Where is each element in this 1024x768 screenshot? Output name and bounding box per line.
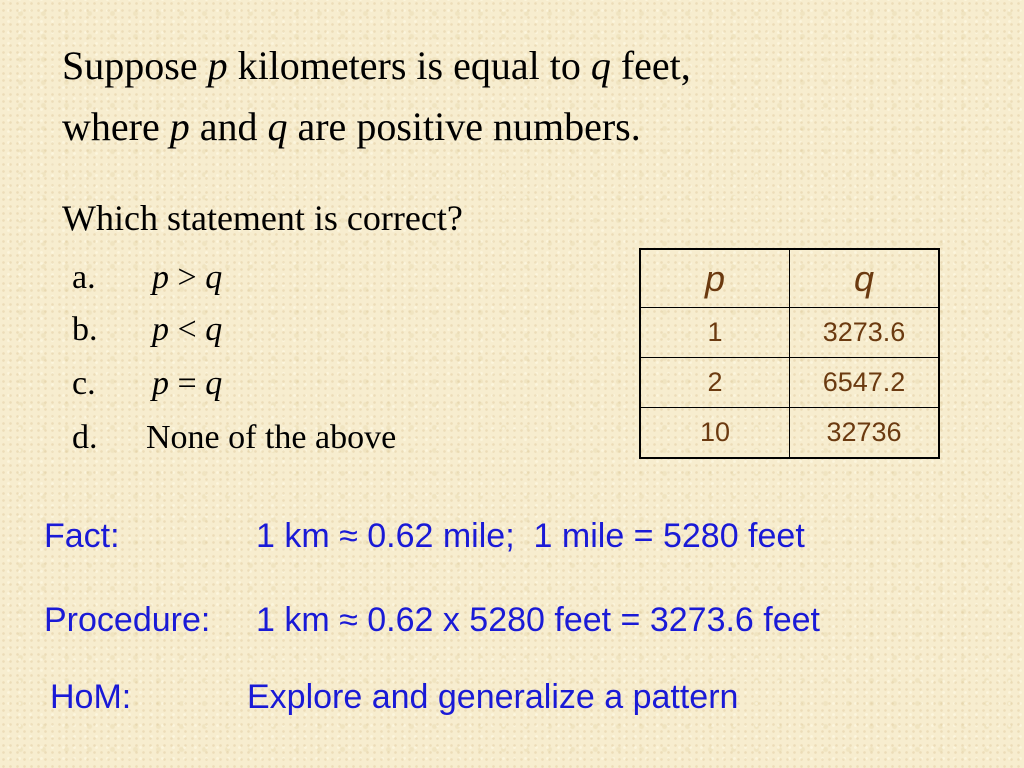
table-header-p: p xyxy=(640,249,790,308)
variable-p: p xyxy=(207,43,228,88)
option-d-text: None of the above xyxy=(146,419,397,456)
table-header-row xyxy=(640,249,939,308)
procedure-label: Procedure: xyxy=(44,601,211,639)
variable-p: p xyxy=(152,365,169,402)
hom-label: HoM: xyxy=(50,678,132,716)
question-text: Suppose xyxy=(62,43,208,88)
question-text: kilometers is equal to xyxy=(227,43,591,88)
variable-p: p xyxy=(152,311,169,348)
question-text: and xyxy=(189,104,268,149)
fact-text: 1 km ≈ 0.62 mile; 1 mile = 5280 feet xyxy=(256,517,805,555)
option-a-letter: a. xyxy=(72,259,96,296)
table-row xyxy=(640,358,939,408)
option-c-letter: c. xyxy=(72,365,96,402)
table-header-q: q xyxy=(790,249,940,308)
variable-q: q xyxy=(205,311,223,348)
table-cell-p: 10 xyxy=(640,408,790,459)
operator: < xyxy=(169,311,206,348)
table-row xyxy=(640,408,939,459)
table-cell-q: 3273.6 xyxy=(790,308,940,358)
fact-label: Fact: xyxy=(44,517,120,555)
table-cell-p: 2 xyxy=(640,358,790,408)
table-cell-q: 32736 xyxy=(790,408,940,459)
variable-q: q xyxy=(205,365,223,402)
question-line-2 xyxy=(62,103,641,151)
variable-p: p xyxy=(152,259,169,296)
pq-table xyxy=(639,248,940,459)
table-cell-p: 1 xyxy=(640,308,790,358)
option-a-expression xyxy=(152,258,222,298)
hom-text: Explore and generalize a pattern xyxy=(247,678,739,716)
option-b-expression xyxy=(152,310,222,350)
option-c-expression xyxy=(152,364,222,404)
question-text: where xyxy=(62,104,170,149)
table-cell-q: 6547.2 xyxy=(790,358,940,408)
option-b-letter: b. xyxy=(72,311,98,348)
variable-p: p xyxy=(169,104,190,149)
variable-q: q xyxy=(267,104,288,149)
procedure-text: 1 km ≈ 0.62 x 5280 feet = 3273.6 feet xyxy=(256,601,820,639)
question-prompt: Which statement is correct? xyxy=(62,198,463,238)
operator: = xyxy=(169,365,206,402)
question-text: feet, xyxy=(610,43,691,88)
operator: > xyxy=(169,259,206,296)
table-row xyxy=(640,308,939,358)
option-d-letter: d. xyxy=(72,419,98,456)
question-text: are positive numbers. xyxy=(287,104,641,149)
variable-q: q xyxy=(205,259,223,296)
question-line-1 xyxy=(62,42,691,90)
variable-q: q xyxy=(590,43,611,88)
